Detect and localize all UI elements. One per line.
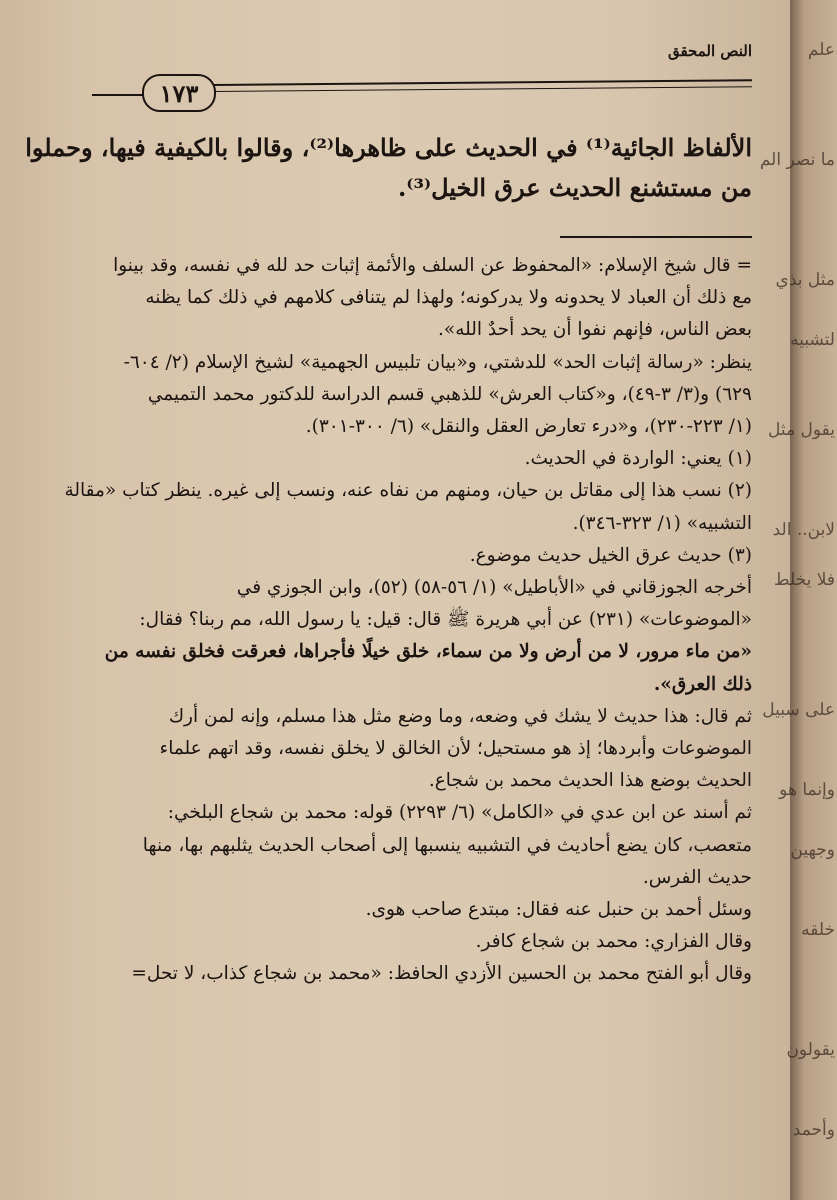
adjacent-page-fragment: يقول مثل bbox=[768, 420, 835, 440]
footnote-line: أخرجه الجوزقاني في «الأباطيل» (١/ ٥٦-٥٨) (٥٢)، وابن الجوزي في bbox=[236, 577, 752, 599]
footnote-line: (١/ ٢٢٣-٢٣٠)، و«درء تعارض العقل والنقل» (٦/ ٣٠٠-٣٠١). bbox=[305, 416, 752, 438]
footnote-line: = قال شيخ الإسلام: «المحفوظ عن السلف والأئمة إثبات حد لله في نفسه، وقد بينوا bbox=[113, 255, 752, 276]
main-line: من مستشنع الحديث عرق الخيل⁽³⁾. bbox=[397, 173, 752, 202]
adjacent-page-fragment: يقولون bbox=[786, 1040, 835, 1060]
footnote-line: ثم قال: هذا حديث لا يشك في وضعه، وما وضع مثل هذا مسلم، وإنه لمن أرك bbox=[168, 705, 752, 727]
footnote-line: الموضوعات وأبردها؛ إذ هو مستحيل؛ لأن الخالق لا يخلق نفسه، وقد اتهم علماء bbox=[159, 738, 752, 760]
header-rule-right-lower bbox=[212, 86, 752, 92]
adjacent-page-edge bbox=[759, 0, 837, 1200]
header-rule-left bbox=[92, 94, 144, 96]
footnote-line: (٣) حديث عرق الخيل حديث موضوع. bbox=[469, 544, 752, 566]
adjacent-page-fragment: وأحمد bbox=[792, 1120, 835, 1140]
footnote-line: ينظر: «رسالة إثبات الحد» للدشتي، و«بيان تلبيس الجهمية» لشيخ الإسلام (٢/ ٦٠٤- bbox=[123, 351, 752, 373]
main-line: الألفاظ الجائية⁽¹⁾ في الحديث على ظاهرها⁽²⁾، وقالوا بالكيفية فيها، وحملوا bbox=[25, 133, 752, 162]
footnote-separator bbox=[560, 236, 752, 238]
footnote-line: «من ماء مرور، لا من أرض ولا من سماء، خلق خيلًا فأجراها، فعرقت فخلق نفسه من bbox=[104, 641, 752, 663]
adjacent-page-fragment: لتشبيه bbox=[790, 330, 835, 350]
main-text bbox=[25, 128, 752, 208]
adjacent-page-fragment: وجهين bbox=[790, 840, 835, 860]
footnote-line: التشبيه» (١/ ٣٢٣-٣٤٦). bbox=[572, 512, 752, 534]
footnote-line: ذلك العرق». bbox=[653, 673, 752, 695]
footnote-line: بعض الناس، فإنهم نفوا أن يحد أحدٌ الله». bbox=[438, 319, 752, 341]
footnote-line: (٢) نسب هذا إلى مقاتل بن حيان، ومنهم من نفاه عنه، ونسب إلى غيره. ينظر كتاب «مقالة bbox=[64, 480, 752, 502]
footnote-line: مع ذلك أن العباد لا يحدونه ولا يدركونه؛ ولهذا لم يتنافى كلامهم في ذلك كما يظنه bbox=[145, 287, 752, 309]
footnote-line: وقال أبو الفتح محمد بن الحسين الأزدي الحافظ: «محمد بن شجاع كذاب، لا تحل= bbox=[131, 963, 752, 985]
adjacent-page-fragment: علم bbox=[807, 40, 835, 60]
adjacent-page-fragment: خلقه bbox=[801, 920, 835, 940]
footnote-line: وسئل أحمد بن حنبل عنه فقال: مبتدع صاحب هوى. bbox=[365, 899, 752, 921]
adjacent-page-fragment: ما نصر الم bbox=[759, 150, 835, 170]
footnote-line: متعصب، كان يضع أحاديث في التشبيه ينسبها إلى أصحاب الحديث يثلبهم بها، منها bbox=[142, 834, 752, 856]
adjacent-page-fragment: على سبيل bbox=[762, 700, 835, 720]
footnote-line: (١) يعني: الواردة في الحديث. bbox=[524, 448, 752, 470]
adjacent-page-fragment: مثل بذي bbox=[775, 270, 835, 290]
footnote-line: ثم أسند عن ابن عدي في «الكامل» (٦/ ٢٢٩٣) قوله: محمد بن شجاع البلخي: bbox=[167, 802, 752, 824]
footnote-line: ٦٢٩) و(٣/ ٣-٤٩)، و«كتاب العرش» للذهبي قسم الدراسة للدكتور محمد التميمي bbox=[147, 383, 752, 405]
adjacent-page-fragment: فلا يخلط bbox=[773, 570, 835, 590]
footnote-line: وقال الفزاري: محمد بن شجاع كافر. bbox=[475, 931, 752, 953]
footnote-line: الحديث بوضع هذا الحديث محمد بن شجاع. bbox=[428, 770, 752, 792]
footnotes bbox=[40, 250, 752, 991]
footnote-line: «الموضوعات» (٢٣١) عن أبي هريرة ﷺ قال: قيل: يا رسول الله، مم ربنا؟ فقال: bbox=[139, 609, 752, 631]
header-rule-right bbox=[212, 79, 752, 86]
page-number: ١٧٣ bbox=[142, 74, 216, 112]
adjacent-page-fragment: لابن.. الد bbox=[772, 520, 835, 540]
running-header: النص المحقق bbox=[667, 42, 752, 60]
footnote-line: حديث الفرس. bbox=[642, 866, 752, 888]
adjacent-page-fragment: وإنما هو bbox=[779, 780, 835, 800]
